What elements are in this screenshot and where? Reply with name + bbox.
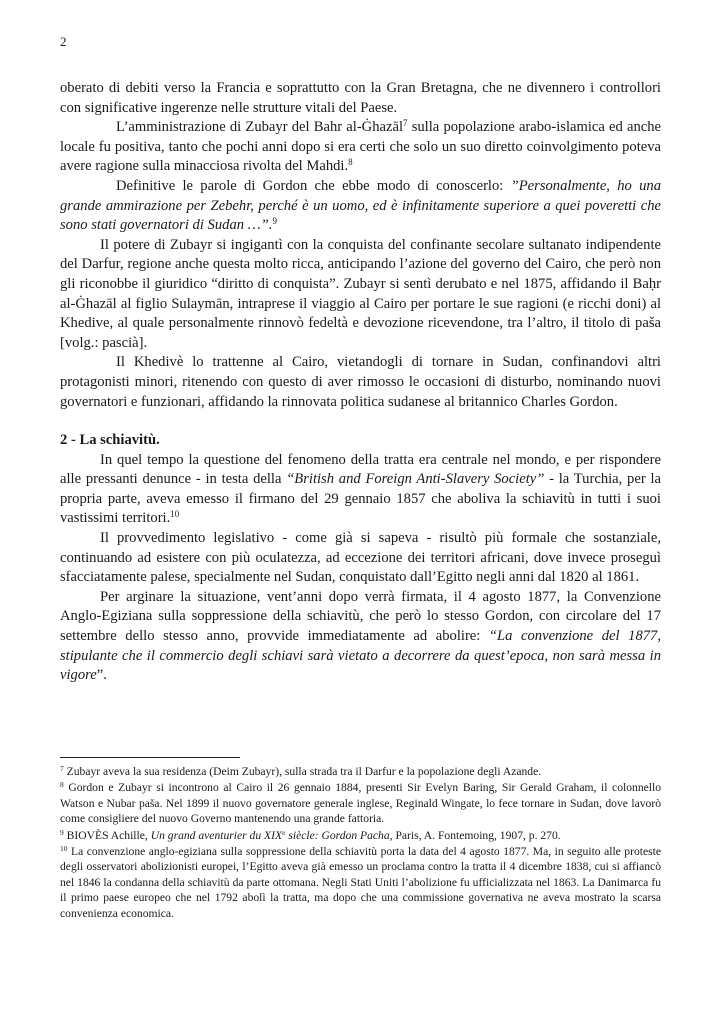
gordon-quote: ”Personalmente, ho una grande ammirazione per Zebehr, perché è un uomo, ed è infinitamente superiore a quei poveretti che sono stati governatori di Sudan …”. [60, 177, 662, 234]
footnote-ref-8[interactable]: 8 [348, 157, 353, 168]
footnote-ref-7[interactable]: 7 [403, 118, 408, 129]
society-name: “British and Foreign Anti-Slavery Society” [286, 471, 545, 488]
footnotes [60, 764, 661, 922]
footnote-9-title-b: siècle: Gordon Pacha [285, 828, 390, 842]
paragraph-8-end: ”. [96, 667, 107, 684]
section-heading: 2 - La schiavitù. [60, 432, 160, 449]
footnote-9-number: 9 [60, 827, 64, 837]
paragraph-7 [60, 529, 661, 588]
footnote-ref-10[interactable]: 10 [170, 509, 180, 520]
footnote-ref-9[interactable]: 9 [272, 216, 277, 227]
paragraph-6-text-b: - la Turchia, per la propria parte, aveva emesso il firmano del 29 gennaio 1857 che aboliva la schiavitù in tutti i suoi vastissimi territori. [60, 471, 661, 527]
footnote-8 [60, 780, 661, 826]
paragraph-4 [60, 236, 661, 354]
paragraph-8 [60, 588, 661, 686]
paragraph-3-text: Definitive le parole di Gordon che ebbe modo di conoscerlo: [116, 177, 511, 194]
convention-quote: “La convenzione del 1877, stipulante che il commercio degli schiavi sarà vietato a decorrere da quest’epoca, non sarà messa in vigore [60, 628, 661, 684]
footnote-9 [60, 828, 661, 843]
footnote-7-text: Zubayr aveva la sua residenza (Deim Zubayr), sulla strada tra il Darfur e la popolazione degli Azande. [63, 765, 542, 778]
paragraph-6-text-a: In quel tempo la questione del fenomeno della tratta era centrale nel mondo, e per rispondere alle pressanti denunce - in testa della [60, 451, 661, 488]
footnote-8-number: 8 [60, 780, 64, 790]
footnote-10-text: La convenzione anglo-egiziana sulla soppressione della schiavitù porta la data del 4 agosto 1877. Ma, in seguito alle proteste degli osservatori abolizionisti europei, l’Egitto aveva già emesso un proclama contro la tratta il 4 dicembre 1838, cui si affiancò nel 1846 la condanna della schiavitù da parte ottomana. Negli Stati Uniti l’abolizione fu ufficializzata nel 1863. La Danimarca fu il primo paese europeo che nel 1792 abolì la tratta, ma dopo che una commissione governativa ne aveva mostrato la scarsa convenienza economica. [60, 845, 661, 920]
page-number: 2 [60, 34, 67, 49]
paragraph-1-text: oberato di debiti verso la Francia e soprattutto con la Gran Bretagna, che ne divennero i controllori con significative ingerenze nelle strutture vitali del Paese. [60, 80, 661, 116]
paragraph-7-text: Il provvedimento legislativo - come già si sapeva - risultò più formale che sostanziale, continuando ad esistere con più oculatezza, ad eccezione dei territori africani, dove invece proseguì sfacciatamente palese, specialmente nel Sudan, conquistato dall’Egitto negli anni dal 1820 al 1861. [60, 530, 661, 586]
footnote-9-title-a: Un grand aventurier du XIX [150, 828, 283, 842]
footnote-9-title [151, 829, 390, 842]
paragraph-8-text: Per arginare la situazione, vent’anni dopo verrà firmata, il 4 agosto 1877, la Convenzione Anglo-Egiziana sulla soppressione della schiavitù, che però lo stesso Gordon, con circolare del 17 settembre dello stesso anno, provvide immediatamente ad abolire: [60, 588, 661, 645]
footnote-9-publication: , Paris, A. Fontemoing, 1907, p. 270. [389, 828, 561, 842]
paragraph-4-text: Il potere di Zubayr si ingigantì con la conquista del confinante secolare sultanato indipendente del Darfur, regione anche questa molto ricca, anticipando l’azione del governo del Cairo, che però non gli riconobbe il giuridico “diritto di conquista”. Zubayr si sentì derubato e nel 1875, affidando il Baḥr al-Ġhazāl al figlio Sulaymān, intraprese il viaggio al Cairo per portare le sue ragioni (e ricchi doni) al Khedive, al quale personalmente rinnovò fedeltà e devozione ricevendone, tra l’altro, il titolo di paša [volg.: pascià]. [60, 236, 661, 351]
footnote-9-title-sup: e [282, 827, 286, 837]
paragraph-6 [60, 451, 661, 529]
paragraph-2 [60, 118, 661, 177]
paragraph-2-text-a: L’amministrazione di Zubayr del Bahr al-Ġhazāl [116, 119, 404, 136]
footnote-10 [60, 844, 661, 921]
footnote-9-author: BIOVÈS Achille, [63, 828, 151, 842]
paragraph-2-text-b: sulla popolazione arabo-islamica ed anche locale fu positiva, tanto che pochi anni dopo si era certi che solo un suo diretto coinvolgimento poteva avere ragione sulla minacciosa rivolta del Mahdi. [60, 119, 662, 175]
main-text [60, 79, 661, 686]
paragraph-1 [60, 79, 661, 118]
paragraph-3 [60, 177, 661, 236]
footnote-separator [60, 757, 240, 758]
footnote-10-number: 10 [60, 844, 68, 854]
paragraph-5 [60, 353, 661, 412]
footnote-8-text: Gordon e Zubayr si incontrono al Cairo il 26 gennaio 1884, presenti Sir Evelyn Baring, Sir Gerald Graham, il colonnello Watson e Nubar paša. Nel 1899 il nuovo governatore generale inglese, Reginald Wingate, lo fece tornare in Sudan, dove lavorò come consigliere del nuovo Governo mantenendo una grande fattoria. [60, 781, 661, 826]
paragraph-5-text: Il Khedivè lo trattenne al Cairo, vietandogli di tornare in Sudan, confinandovi altri protagonisti minori, ritenendo con questo di aver rimosso le occasioni di disturbo, nominando nuovi governatori e funzionari, affidando la rinnovata politica sudanese al britannico Charles Gordon. [60, 354, 661, 410]
footnote-7 [60, 764, 661, 779]
footnote-7-number: 7 [60, 764, 64, 773]
